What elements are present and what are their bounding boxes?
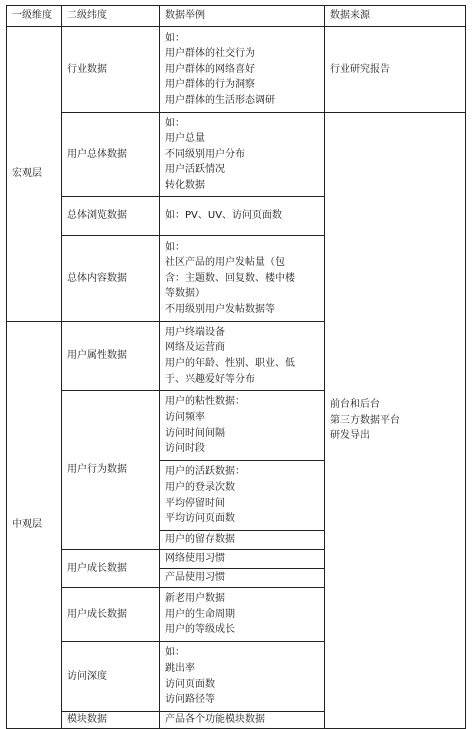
example-line: 用户群体的生活形态调研 bbox=[165, 94, 275, 106]
source-cell-platform bbox=[325, 113, 466, 729]
example-line: 如： bbox=[165, 647, 185, 659]
dim2-cell: 总体内容数据 bbox=[62, 236, 160, 322]
example-line: 用户活跃情况 bbox=[165, 164, 225, 176]
dim2-cell: 用户总体数据 bbox=[62, 113, 160, 197]
example-line: 不同级别用户分布 bbox=[165, 148, 245, 160]
table-row bbox=[7, 113, 466, 197]
example-line: 用户群体的社交行为 bbox=[165, 48, 255, 60]
example-line: 用户的登录次数 bbox=[165, 481, 235, 493]
example-line: 用户总量 bbox=[165, 133, 205, 145]
example-line: 用户的留存数据 bbox=[165, 534, 235, 546]
example-line: 跳出率 bbox=[165, 662, 195, 674]
examples-cell bbox=[160, 27, 325, 113]
example-line: 如： bbox=[165, 32, 185, 44]
table-row bbox=[7, 27, 466, 113]
examples-cell bbox=[160, 550, 325, 569]
example-line: 平均访问页面数 bbox=[165, 513, 235, 525]
example-line: 于、兴趣爱好等分布 bbox=[165, 373, 255, 385]
header-cell: 数据举例 bbox=[160, 6, 325, 27]
example-line: 如：PV、UV、访问页面数 bbox=[165, 210, 283, 222]
dim2-cell: 用户成长数据 bbox=[62, 588, 160, 642]
example-line: 如： bbox=[165, 241, 185, 253]
examples-cell bbox=[160, 391, 325, 461]
header-cell: 数据来源 bbox=[325, 6, 466, 27]
example-line: 用户的粘性数据： bbox=[165, 396, 245, 408]
example-line: 用户的等级成长 bbox=[165, 624, 235, 636]
example-line: 访问页面数 bbox=[165, 678, 215, 690]
example-line: 产品使用习惯 bbox=[165, 572, 225, 584]
dim2-cell: 行业数据 bbox=[62, 27, 160, 113]
dim2-cell: 总体浏览数据 bbox=[62, 197, 160, 236]
examples-cell bbox=[160, 197, 325, 236]
example-line: 含：主题数、回复数、楼中楼 bbox=[165, 272, 295, 284]
examples-cell bbox=[160, 569, 325, 588]
example-line: 用户的活跃数据： bbox=[165, 466, 245, 478]
example-line: 访问时段 bbox=[165, 443, 205, 455]
example-line: 等数据） bbox=[165, 288, 205, 300]
examples-cell bbox=[160, 642, 325, 712]
table-header-row bbox=[7, 6, 466, 27]
example-line: 社区产品的用户发帖量（包 bbox=[165, 257, 285, 269]
level1-cell-meso: 中观层 bbox=[7, 322, 62, 729]
example-line: 用户群体的行为洞察 bbox=[165, 79, 255, 91]
examples-cell bbox=[160, 712, 325, 729]
example-line: 访问频率 bbox=[165, 411, 205, 423]
example-line: 新老用户数据 bbox=[165, 593, 225, 605]
examples-cell bbox=[160, 236, 325, 322]
dim2-cell: 用户成长数据 bbox=[62, 550, 160, 588]
source-cell-industry: 行业研究报告 bbox=[325, 27, 466, 113]
example-line: 访问时间间隔 bbox=[165, 427, 225, 439]
example-line: 用户群体的网络喜好 bbox=[165, 63, 255, 75]
example-line: 产品各个功能模块数据 bbox=[165, 714, 265, 725]
example-line: 不用级别用户发帖数据等 bbox=[165, 303, 275, 315]
example-line: 用户的年龄、性别、职业、低 bbox=[165, 358, 295, 369]
dim2-cell: 模块数据 bbox=[62, 712, 160, 729]
example-line: 转化数据 bbox=[165, 179, 205, 191]
level1-cell-macro: 宏观层 bbox=[7, 27, 62, 322]
example-line: 平均停留时间 bbox=[165, 497, 225, 509]
examples-cell bbox=[160, 531, 325, 550]
source-line: 研发导出 bbox=[330, 430, 370, 442]
header-cell: 一级维度 bbox=[7, 6, 62, 27]
example-line: 网络使用习惯 bbox=[165, 553, 225, 565]
examples-cell bbox=[160, 113, 325, 197]
example-line: 用户的生命周期 bbox=[165, 608, 235, 620]
examples-cell bbox=[160, 322, 325, 391]
example-line: 如： bbox=[165, 117, 185, 129]
source-line: 第三方数据平台 bbox=[330, 414, 400, 426]
examples-cell bbox=[160, 588, 325, 642]
data-dimension-table bbox=[6, 5, 466, 729]
example-line: 访问路径等 bbox=[165, 694, 215, 706]
dim2-cell: 访问深度 bbox=[62, 642, 160, 712]
source-line: 前台和后台 bbox=[330, 398, 380, 410]
example-line: 网络及运营商 bbox=[165, 342, 225, 354]
example-line: 用户终端设备 bbox=[165, 326, 225, 338]
examples-cell bbox=[160, 461, 325, 531]
header-cell: 二级纬度 bbox=[62, 6, 160, 27]
dim2-cell: 用户行为数据 bbox=[62, 391, 160, 550]
dim2-cell: 用户属性数据 bbox=[62, 322, 160, 391]
